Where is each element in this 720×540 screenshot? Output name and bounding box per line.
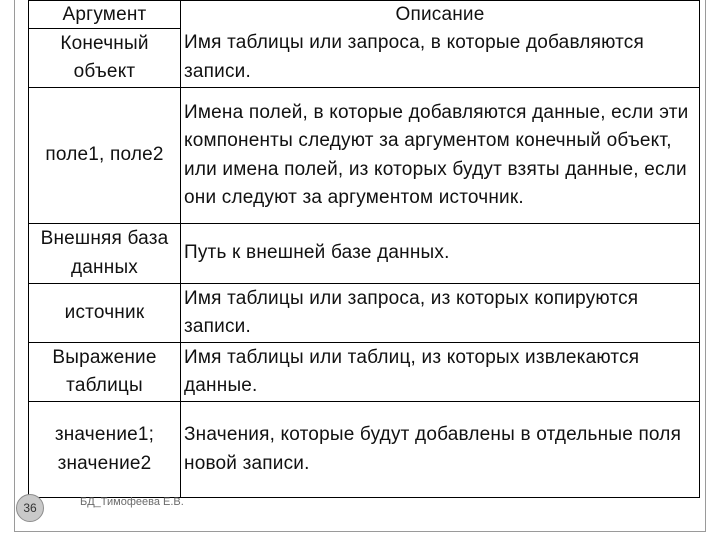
desc-line: компоненты следуют за аргументом конечный объект, [184, 130, 672, 151]
desc-cell [181, 284, 700, 343]
desc-line: новой записи. [184, 452, 310, 474]
arg-line: объект [73, 61, 136, 82]
arg-line: источник [64, 301, 145, 323]
arg-line: Конечный [60, 32, 149, 54]
table-header-row [29, 1, 700, 29]
table-row [29, 88, 700, 224]
desc-line: они следуют за аргументом источник. [184, 187, 524, 208]
arg-line: Выражение [52, 346, 157, 368]
desc-line: Имя таблицы или таблиц, из которых извлекаются [184, 346, 640, 368]
page-number-badge: 36 [16, 494, 44, 522]
arg-line: данных [71, 256, 138, 278]
table-row [29, 224, 700, 284]
table-row [29, 284, 700, 343]
arg-cell [29, 343, 181, 402]
arg-line: значение1; [54, 424, 155, 445]
header-argument: Аргумент [29, 1, 181, 29]
desc-line: данные. [184, 375, 258, 396]
desc-line: или имена полей, из которых будут взяты данные, если [184, 158, 687, 180]
desc-line: Имя таблицы или запроса, в которые добавляются [184, 32, 644, 54]
arg-line: таблицы [66, 375, 143, 396]
table-row [29, 29, 700, 88]
desc-line: записи. [184, 316, 251, 337]
table-row [29, 402, 700, 498]
arg-cell [29, 88, 181, 224]
desc-cell [181, 343, 700, 402]
footer-author: БД_Тимофеева Е.В. [80, 496, 184, 508]
desc-line: Имя таблицы или запроса, из которых копируются [184, 287, 639, 309]
desc-cell [181, 224, 700, 284]
desc-line: записи. [184, 60, 251, 82]
desc-cell [181, 402, 700, 498]
desc-cell [181, 88, 700, 224]
table-row [29, 343, 700, 402]
arg-line: поле1, поле2 [45, 144, 164, 166]
arguments-table [28, 0, 700, 498]
arg-cell [29, 402, 181, 498]
desc-line: Путь к внешней базе данных. [184, 242, 450, 264]
arg-cell [29, 29, 181, 88]
desc-line: Имена полей, в которые добавляются данные, если эти [184, 101, 689, 123]
arg-cell [29, 224, 181, 284]
header-description: Описание [181, 1, 700, 29]
arg-cell [29, 284, 181, 343]
desc-cell [181, 29, 700, 88]
arg-line: Внешняя база [40, 228, 169, 249]
arg-line: значение2 [57, 452, 152, 474]
desc-line: Значения, которые будут добавлены в отдельные поля [184, 424, 682, 445]
